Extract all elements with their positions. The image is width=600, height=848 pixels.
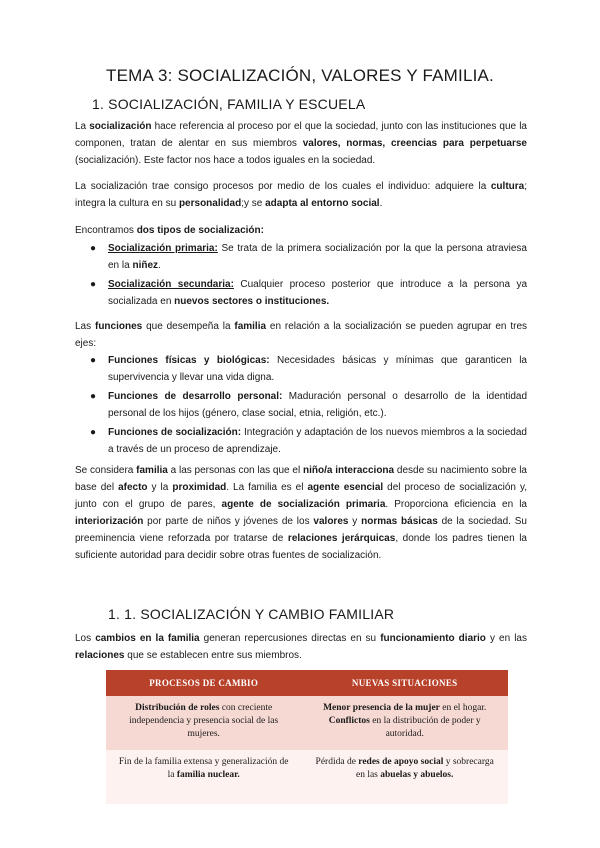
text-run: Fin de la familia extensa y generalización de la: [118, 757, 289, 780]
text-run: Se trata de la primera socialización por la que la persona atraviesa en la: [108, 243, 527, 271]
bold-term: interiorización: [75, 516, 144, 527]
text-run: Encontramos: [75, 225, 137, 236]
paragraph-familia: [75, 462, 527, 564]
text-run: que desempeña la: [142, 321, 235, 332]
text-run: Necesidades básicas y mínimas que garanticen la supervivencia y llevar una vida digna.: [108, 355, 527, 383]
bold-term: agente de socialización primaria: [221, 499, 386, 510]
text-run: y en las: [485, 633, 527, 644]
text-run: desde su nacimiento sobre la base del: [75, 465, 527, 493]
text-run: con creciente independencia y presencia social de las mujeres.: [129, 703, 279, 739]
bold-term: niñez: [132, 260, 159, 271]
list-item: [90, 276, 527, 310]
bold-term: agente esencial: [307, 482, 384, 493]
table-row: [106, 750, 508, 804]
paragraph-tipos: [75, 222, 527, 239]
bold-term: funciones: [94, 321, 143, 332]
bullet-icon: ●: [90, 427, 97, 438]
text-run: .: [379, 198, 383, 209]
bold-term: Conflictos: [328, 716, 370, 726]
text-run: del proceso de socialización y, junto con el grupo de pares,: [75, 482, 527, 510]
table-row: [106, 696, 508, 750]
bold-term: Distribución de roles: [135, 703, 220, 713]
bullet-icon: ●: [90, 279, 97, 290]
text-run: por parte de niños y jóvenes de los: [143, 516, 314, 527]
underlined-term: Socialización secundaria:: [108, 279, 234, 290]
table-header-row: [106, 670, 508, 696]
text-run: . Proporciona eficiencia en la: [385, 499, 527, 510]
paragraph-cambios: [75, 630, 527, 664]
text-run: de la sociedad. Su preeminencia viene reforzada por tratarse de: [75, 516, 527, 544]
bold-term: personalidad: [178, 198, 242, 209]
table-header-cell: PROCESOS DE CAMBIO: [106, 670, 301, 696]
list-item: [90, 352, 527, 386]
text-run: , donde los padres tienen la suficiente autoridad para decidir sobre otras fuentes de socialización.: [75, 533, 527, 561]
text-run: La socialización trae consigo procesos por medio de los cuales el individuo: adquiere la: [75, 181, 491, 192]
text-run: que se establecen entre sus miembros.: [124, 650, 302, 661]
text-run: en relación a la socialización se pueden agrupar en tres ejes:: [75, 321, 527, 349]
bold-term: familia: [136, 465, 168, 476]
table-cell: [301, 696, 508, 750]
table-cell: [106, 750, 301, 804]
table-cell: [301, 750, 508, 804]
text-run: La: [75, 121, 90, 132]
table-cell: [106, 696, 301, 750]
text-run: y: [348, 516, 362, 527]
bold-term: funcionamiento diario: [380, 633, 486, 644]
bold-term: familia: [234, 321, 267, 332]
list-tipos-socializacion: [90, 240, 527, 312]
bold-term: relaciones jerárquicas: [287, 533, 396, 544]
bold-term: familia nuclear.: [176, 770, 240, 780]
text-run: Pérdida de: [315, 757, 359, 767]
section-heading-1: 1. SOCIALIZACIÓN, FAMILIA Y ESCUELA: [92, 96, 366, 112]
section-heading-1-1: 1. 1. SOCIALIZACIÓN Y CAMBIO FAMILIAR: [108, 606, 395, 622]
bold-term: Funciones físicas y biológicas:: [108, 355, 270, 366]
bold-term: Funciones de desarrollo personal:: [108, 391, 283, 402]
bullet-icon: ●: [90, 243, 97, 254]
text-run: hace referencia al proceso por el que la sociedad, junto con las instituciones que la componen, tratan de alentar en sus miembros: [75, 121, 527, 149]
table-header-cell: NUEVAS SITUACIONES: [301, 670, 508, 696]
text-run: en el hogar.: [439, 703, 487, 713]
bold-term: relaciones: [75, 650, 125, 661]
text-run: y la: [147, 482, 173, 493]
bold-term: normas básicas: [361, 516, 438, 527]
bold-term: Funciones de socialización:: [108, 427, 242, 438]
text-run: (socialización). Este factor nos hace a todos iguales en la sociedad.: [75, 155, 376, 166]
bold-term: abuelas y abuelos.: [380, 770, 454, 780]
text-run: Maduración personal o desarrollo de la identidad personal de los hijos (género, clase social, etnia, religión, etc.).: [108, 391, 528, 419]
paragraph-socializacion: [75, 118, 527, 169]
bullet-icon: ●: [90, 391, 97, 402]
list-item: [90, 388, 527, 422]
bold-term: redes de apoyo social: [358, 757, 444, 767]
bold-term: valores: [313, 516, 349, 527]
text-run: Se considera: [75, 465, 137, 476]
text-run: generan repercusiones directas en su: [199, 633, 381, 644]
list-funciones-familia: [90, 352, 527, 460]
bold-term: dos tipos de socialización:: [136, 225, 264, 236]
text-run: ;y se: [241, 198, 266, 209]
list-item: [90, 424, 527, 458]
bold-term: niño/a interacciona: [302, 465, 395, 476]
text-run: Integración y adaptación de los nuevos miembros a la sociedad a través de un proceso de aprendizaje.: [108, 427, 527, 455]
text-run: Cualquier proceso posterior que introduce a la persona ya socializada en: [108, 279, 528, 307]
bold-term: Menor presencia de la mujer: [323, 703, 440, 713]
underlined-term: Socialización primaria:: [108, 243, 218, 254]
bold-term: valores, normas, creencias para perpetuarse: [302, 138, 527, 149]
paragraph-procesos: [75, 178, 527, 212]
bold-term: afecto: [118, 482, 148, 493]
bold-term: cambios en la familia: [95, 633, 200, 644]
text-run: Los: [75, 633, 96, 644]
bold-term: cultura: [490, 181, 525, 192]
bold-term: adapta al entorno social: [265, 198, 380, 209]
cambio-familiar-table: [106, 670, 508, 804]
bold-term: nuevos sectores o instituciones.: [174, 296, 330, 307]
text-run: y sobrecarga en las: [355, 757, 494, 780]
text-run: .: [158, 260, 161, 271]
text-run: Las: [75, 321, 95, 332]
bullet-icon: ●: [90, 355, 97, 366]
bold-term: proximidad: [172, 482, 227, 493]
paragraph-funciones: [75, 318, 527, 352]
list-item: [90, 240, 527, 274]
text-run: . La familia es el: [226, 482, 308, 493]
text-run: a las personas con las que el: [167, 465, 303, 476]
bold-term: socialización: [89, 121, 152, 132]
text-run: ; integra la cultura en su: [75, 181, 527, 209]
page-title: TEMA 3: SOCIALIZACIÓN, VALORES Y FAMILIA.: [106, 66, 494, 85]
text-run: en la distribución de poder y autoridad.: [369, 716, 481, 739]
